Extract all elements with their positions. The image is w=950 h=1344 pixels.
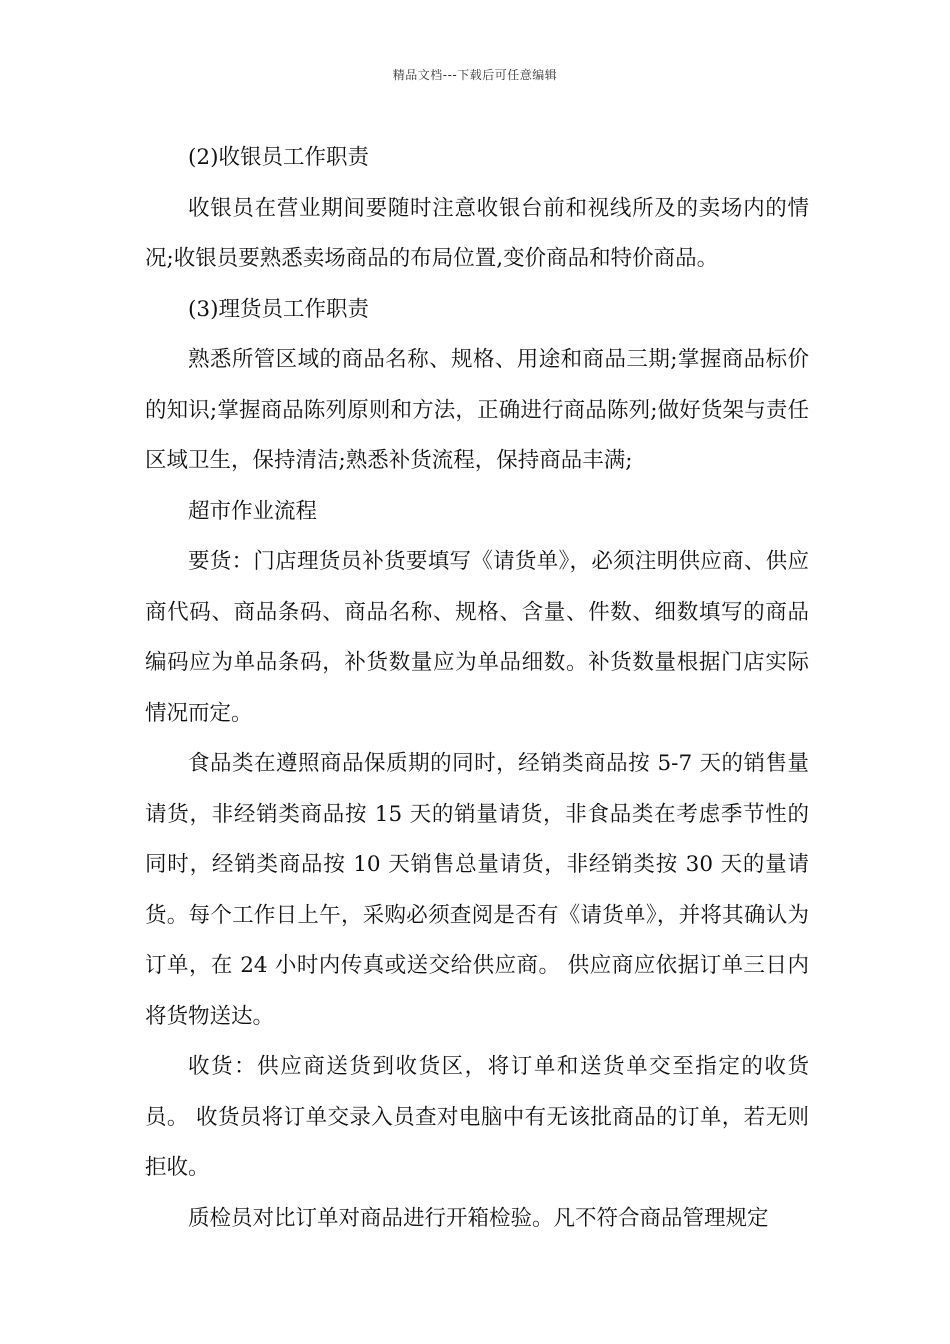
paragraph-cashier-duties: 收银员在营业期间要随时注意收银台前和视线所及的卖场内的情况;收银员要熟悉卖场商品的布局位置,变价商品和特价商品。 bbox=[145, 195, 809, 271]
paragraph-order-quantities: 食品类在遵照商品保质期的同时，经销类商品按 5-7 天的销售量请货，非经销类商品按 15 天的销量请货，非食品类在考虑季节性的同时，经销类商品按 10 天销售总量请货，非经销类按 30 天的量请货。每个工作日上午，采购必须查阅是否有《请货单》，并将其确认为订单，在 24 小时内传真或送交给供应商。 供应商应依据订单三日内将货物送达。 bbox=[145, 751, 809, 1029]
paragraph-ordering: 要货：门店理货员补货要填写《请货单》，必须注明供应商、供应商代码、商品条码、商品名称、规格、含量、件数、细数填写的商品编码应为单品条码，补货数量应为单品细数。补货数量根据门店实际情况而定。 bbox=[145, 549, 809, 726]
section-heading-cashier: (2)收银员工作职责 bbox=[188, 145, 369, 170]
paragraph-receiving: 收货：供应商送货到收货区，将订单和送货单交至指定的收货员。 收货员将订单交录入员查对电脑中有无该批商品的订单，若无则拒收。 bbox=[145, 1054, 809, 1180]
document-body bbox=[145, 133, 809, 1244]
section-heading-stock-clerk: (3)理货员工作职责 bbox=[188, 296, 369, 322]
page-header: 精品文档---下载后可任意编辑 bbox=[392, 68, 558, 82]
paragraph-inspection: 质检员对比订单对商品进行开箱检验。凡不符合商品管理规定 bbox=[188, 1205, 769, 1231]
section-heading-workflow: 超市作业流程 bbox=[188, 498, 318, 524]
paragraph-stock-clerk-duties: 熟悉所管区域的商品名称、规格、用途和商品三期;掌握商品标价的知识;掌握商品陈列原则和方法，正确进行商品陈列;做好货架与责任区域卫生，保持清洁;熟悉补货流程，保持商品丰满; bbox=[145, 347, 809, 473]
